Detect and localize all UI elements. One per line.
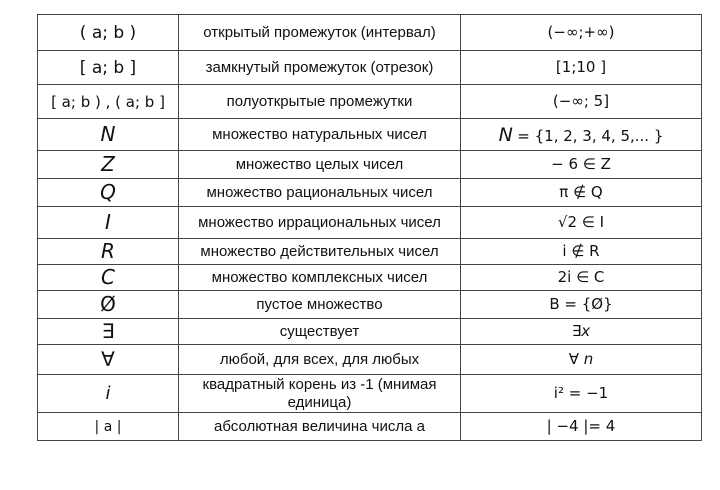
- meaning-cell: [179, 239, 461, 265]
- meaning-cell: [179, 119, 461, 151]
- example-text: B = {Ø}: [549, 295, 613, 313]
- example-cell: [461, 51, 702, 85]
- table-row: [38, 413, 702, 441]
- meaning-text: множество иррациональных чисел: [198, 213, 441, 231]
- example-text: i ∉ R: [562, 242, 600, 260]
- meaning-text: множество комплексных чисел: [211, 268, 428, 286]
- meaning-text: множество натуральных чисел: [212, 125, 427, 143]
- symbol-text: Ø: [100, 292, 116, 316]
- example-cell: [461, 85, 702, 119]
- example-text: 2i ∈ C: [557, 268, 605, 286]
- example-text: (−∞; 5]: [552, 92, 610, 110]
- example-text: π ∉ Q: [559, 183, 603, 201]
- example-cell: [461, 265, 702, 291]
- symbol-cell: [38, 15, 179, 51]
- meaning-cell: [179, 291, 461, 319]
- symbol-text: ∃: [101, 319, 115, 343]
- table-row: [38, 345, 702, 375]
- symbol-cell: [38, 179, 179, 207]
- meaning-text: пустое множество: [256, 295, 383, 313]
- table-row: [38, 319, 702, 345]
- symbol-cell: [38, 345, 179, 375]
- symbol-text: R: [101, 239, 115, 263]
- meaning-text: абсолютная величина числа a: [214, 417, 425, 435]
- table-row: [38, 207, 702, 239]
- symbol-text: N: [100, 122, 116, 146]
- symbol-cell: [38, 119, 179, 151]
- table-row: [38, 265, 702, 291]
- symbol-text: [ a; b ]: [79, 57, 137, 78]
- symbol-cell: [38, 375, 179, 413]
- example-symbol: N: [498, 123, 513, 146]
- example-text: | −4 |= 4: [546, 417, 616, 435]
- example-cell: [461, 291, 702, 319]
- meaning-cell: [179, 345, 461, 375]
- symbol-text: i: [105, 383, 111, 404]
- example-cell: [461, 413, 702, 441]
- meaning-text: множество рациональных чисел: [206, 183, 433, 201]
- symbol-text: Z: [101, 152, 115, 176]
- table-row: [38, 375, 702, 413]
- example-text: ∀ n: [568, 350, 594, 368]
- symbol-cell: [38, 319, 179, 345]
- meaning-text: замкнутый промежуток (отрезок): [205, 58, 434, 76]
- table-row: [38, 15, 702, 51]
- example-text: [1;10 ]: [555, 58, 607, 76]
- symbol-text: I: [105, 210, 111, 234]
- example-cell: [461, 151, 702, 179]
- meaning-cell: [179, 207, 461, 239]
- meaning-text: квадратный корень из -1 (мнимая единица): [202, 375, 437, 411]
- meaning-text: полуоткрытые промежутки: [226, 92, 413, 110]
- table-row: [38, 119, 702, 151]
- symbol-cell: [38, 265, 179, 291]
- example-text: = {1, 2, 3, 4, 5,... }: [517, 126, 664, 145]
- meaning-cell: [179, 413, 461, 441]
- example-text: i² = −1: [553, 384, 609, 402]
- meaning-cell: [179, 179, 461, 207]
- symbol-text: | a |: [94, 419, 122, 435]
- meaning-cell: [179, 375, 461, 413]
- meaning-text: множество целых чисел: [235, 155, 404, 173]
- meaning-cell: [179, 85, 461, 119]
- example-text: ∃x: [571, 322, 591, 340]
- meaning-cell: [179, 151, 461, 179]
- symbol-cell: [38, 151, 179, 179]
- example-cell: [461, 119, 702, 151]
- symbol-cell: [38, 207, 179, 239]
- symbol-text: [ a; b ) , ( a; b ]: [51, 92, 165, 111]
- math-symbols-table: [37, 14, 702, 441]
- example-cell: [461, 319, 702, 345]
- meaning-cell: [179, 51, 461, 85]
- table-row: [38, 51, 702, 85]
- example-cell: [461, 375, 702, 413]
- symbol-text: Q: [100, 180, 116, 204]
- meaning-cell: [179, 265, 461, 291]
- example-text: (−∞;+∞): [547, 23, 615, 41]
- symbol-cell: [38, 239, 179, 265]
- meaning-text: существует: [279, 322, 360, 340]
- meaning-cell: [179, 319, 461, 345]
- symbol-cell: [38, 85, 179, 119]
- example-text: − 6 ∈ Z: [551, 155, 611, 173]
- symbol-cell: [38, 51, 179, 85]
- meaning-text: любой, для всех, для любых: [219, 350, 420, 368]
- symbol-text: ( a; b ): [79, 22, 137, 43]
- table-row: [38, 239, 702, 265]
- example-cell: [461, 179, 702, 207]
- symbol-cell: [38, 291, 179, 319]
- meaning-cell: [179, 15, 461, 51]
- table-row: [38, 151, 702, 179]
- example-cell: [461, 345, 702, 375]
- example-cell: [461, 207, 702, 239]
- symbol-text: ∀: [101, 347, 115, 371]
- example-cell: [461, 239, 702, 265]
- table-row: [38, 291, 702, 319]
- table-row: [38, 179, 702, 207]
- symbol-text: C: [101, 265, 115, 289]
- symbol-cell: [38, 413, 179, 441]
- example-cell: [461, 15, 702, 51]
- example-text: √2 ∈ I: [557, 213, 605, 231]
- meaning-text: множество действительных чисел: [200, 242, 439, 260]
- table-row: [38, 85, 702, 119]
- meaning-text: открытый промежуток (интервал): [203, 23, 436, 41]
